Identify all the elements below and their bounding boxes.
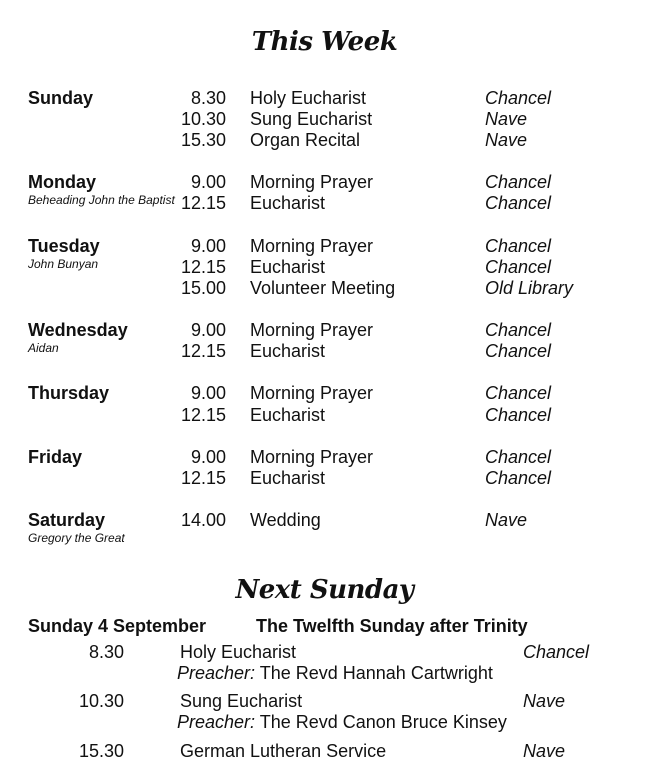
- service-place: Chancel: [485, 447, 552, 467]
- service-time: 10.30: [180, 109, 226, 129]
- service-name: Morning Prayer: [250, 447, 374, 467]
- service-row: [0, 88, 649, 109]
- day-saint: Gregory the Great: [28, 531, 125, 545]
- day-name: Wednesday: [28, 320, 128, 340]
- service-place: Chancel: [485, 193, 552, 213]
- service-name: Morning Prayer: [250, 320, 374, 340]
- day-name: Thursday: [28, 383, 110, 403]
- service-row: [0, 257, 649, 278]
- service-row: [0, 510, 649, 531]
- day-name: Monday: [28, 172, 97, 192]
- service-name: Organ Recital: [250, 130, 361, 150]
- service-row: [0, 468, 649, 489]
- service-name: Morning Prayer: [250, 236, 374, 256]
- service-place: Chancel: [485, 236, 552, 256]
- service-place: Chancel: [485, 468, 552, 488]
- service-name: Holy Eucharist: [180, 642, 297, 662]
- preacher-line: [177, 663, 493, 684]
- day-name: Tuesday: [28, 236, 100, 256]
- service-name: Volunteer Meeting: [250, 278, 396, 298]
- service-place: Nave: [485, 130, 528, 150]
- preacher-name: The Revd Hannah Cartwright: [255, 663, 493, 683]
- service-place: Chancel: [485, 257, 552, 277]
- service-time: 14.00: [180, 510, 226, 530]
- service-name: Morning Prayer: [250, 383, 374, 403]
- service-place: Chancel: [485, 88, 552, 108]
- service-name: Eucharist: [250, 193, 326, 213]
- service-time: 9.00: [190, 447, 226, 467]
- next-sunday-title: The Twelfth Sunday after Trinity: [256, 616, 528, 636]
- service-name: Eucharist: [250, 341, 326, 361]
- service-time: 10.30: [78, 691, 124, 711]
- service-place: Chancel: [485, 405, 552, 425]
- service-row: [0, 278, 649, 299]
- service-row: [0, 172, 649, 193]
- service-time: 9.00: [190, 320, 226, 340]
- service-row: [0, 447, 649, 468]
- service-name: Holy Eucharist: [250, 88, 367, 108]
- service-time: 9.00: [190, 236, 226, 256]
- service-row: [0, 341, 649, 362]
- service-place: Nave: [523, 691, 566, 711]
- preacher-line: [177, 712, 507, 733]
- service-name: Wedding: [250, 510, 321, 530]
- service-time: 8.30: [88, 642, 124, 662]
- service-row: [0, 320, 649, 341]
- service-row: [0, 109, 649, 130]
- service-name: Sung Eucharist: [180, 691, 303, 711]
- service-name: Morning Prayer: [250, 172, 374, 192]
- day-saint: Beheading John the Baptist: [28, 193, 175, 207]
- service-time: 12.15: [180, 341, 226, 361]
- preacher-label: Preacher:: [177, 712, 256, 732]
- service-place: Old Library: [485, 278, 574, 298]
- service-place: Chancel: [485, 320, 552, 340]
- service-place: Chancel: [485, 172, 552, 192]
- day-saint: Aidan: [28, 341, 59, 355]
- service-row: [0, 405, 649, 426]
- next-sunday-heading: Next Sunday: [235, 575, 414, 605]
- service-place: Chancel: [523, 642, 590, 662]
- preacher-label: Preacher:: [177, 663, 256, 683]
- service-place: Chancel: [485, 383, 552, 403]
- service-row: [0, 193, 649, 214]
- day-name: Saturday: [28, 510, 106, 530]
- service-row: [0, 383, 649, 404]
- service-time: 12.15: [180, 468, 226, 488]
- day-name: Friday: [28, 447, 83, 467]
- this-week-heading: This Week: [251, 27, 398, 57]
- next-sunday-date: Sunday 4 September: [28, 616, 207, 636]
- service-time: 8.30: [190, 88, 226, 108]
- service-time: 9.00: [190, 172, 226, 192]
- preacher-name: The Revd Canon Bruce Kinsey: [255, 712, 507, 732]
- service-time: 12.15: [180, 257, 226, 277]
- service-name: German Lutheran Service: [180, 741, 387, 761]
- service-time: 15.30: [180, 130, 226, 150]
- service-name: Eucharist: [250, 257, 326, 277]
- service-place: Nave: [485, 109, 528, 129]
- service-time: 15.00: [180, 278, 226, 298]
- day-name: Sunday: [28, 88, 94, 108]
- service-name: Sung Eucharist: [250, 109, 373, 129]
- service-place: Chancel: [485, 341, 552, 361]
- service-place: Nave: [523, 741, 566, 761]
- service-time: 15.30: [78, 741, 124, 761]
- service-place: Nave: [485, 510, 528, 530]
- service-name: Eucharist: [250, 405, 326, 425]
- day-saint: John Bunyan: [28, 257, 99, 271]
- service-time: 12.15: [180, 405, 226, 425]
- service-time: 12.15: [180, 193, 226, 213]
- service-row: [0, 236, 649, 257]
- service-name: Eucharist: [250, 468, 326, 488]
- service-time: 9.00: [190, 383, 226, 403]
- service-row: [0, 130, 649, 151]
